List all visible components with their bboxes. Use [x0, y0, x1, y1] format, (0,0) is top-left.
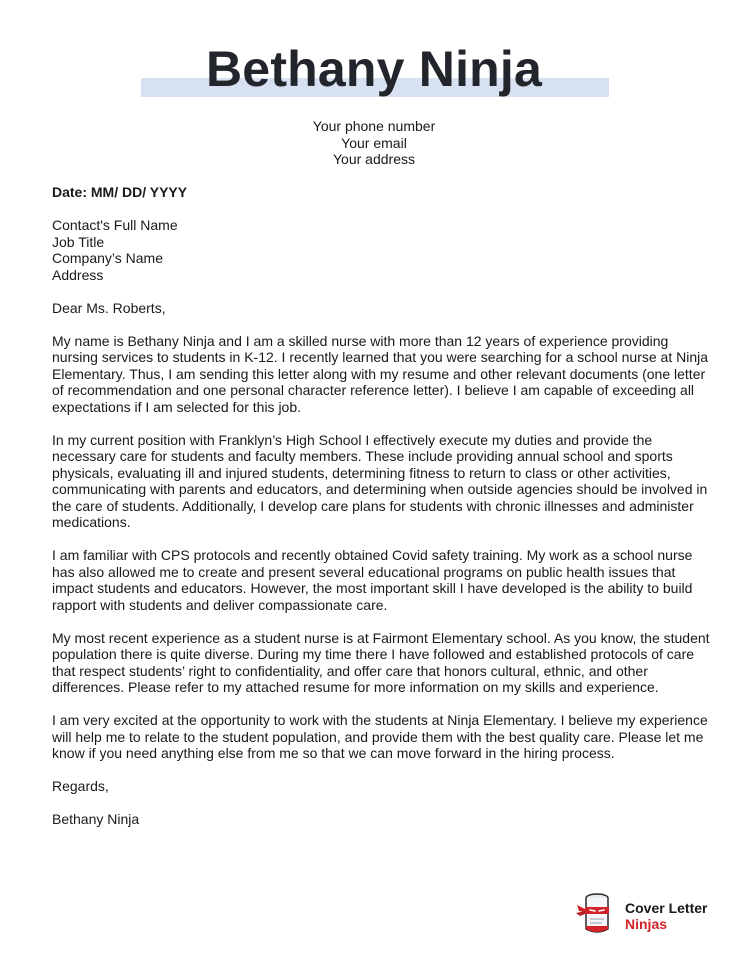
address-line: Your address [333, 151, 415, 167]
applicant-name: Bethany Ninja [206, 41, 542, 97]
salutation: Dear Ms. Roberts, [52, 299, 166, 316]
logo-wordmark [625, 900, 707, 932]
recipient-address: Address [52, 266, 104, 283]
recipient-job-title: Job Title [52, 233, 105, 250]
closing: Regards, [52, 778, 109, 794]
paragraph-current-position: In my current position with Franklyn’s High School I effectively execute my duties and provide the necessary care for students and faculty members. These include providing annual school and sports physicals, evaluating ill and injured students, determining fitness to return to class or other activities, communicating with parents and educators, and determining when outside agencies should be involved in the care of students. Additionally, I develop care plans for students with chronic illnesses and administer medications. [52, 431, 708, 530]
phone-line: Your phone number [312, 118, 436, 134]
logo-line-cover-letter: Cover Letter [625, 900, 708, 916]
letter-body [52, 184, 712, 844]
paragraph-intro: My name is Bethany Ninja and I am a skilled nurse with more than 12 years of experience providing nursing services to students in K-12. I recently learned that you were searching for a school nurse at Ninja Elementary. Thus, I am sending this letter along with my resume and other relevant documents (one letter of recommendation and one personal character reference letter). I believe I am capable of exceeding all expectations if I am selected for this job. [52, 332, 709, 415]
email-line: Your email [341, 134, 407, 151]
signature: Bethany Ninja [52, 811, 140, 827]
paragraph-closing: I am very excited at the opportunity to work with the students at Ninja Elementary. I believe my experience will help me to relate to the student population, and provide them with the best quality care. Please let me know if you need anything else from me so that we can move forward in the hiring process. [52, 712, 708, 761]
paragraph-skills: I am familiar with CPS protocols and recently obtained Covid safety training. My work as a school nurse has also allowed me to create and present several educational programs on public health issues that impact students and educators. However, the most important skill I have developed is the ability to build rapport with students and deliver compassionate care. [52, 547, 693, 613]
cover-letter-ninjas-logo [574, 891, 724, 939]
recipient-full-name: Contact's Full Name [52, 217, 178, 233]
name-header [0, 40, 748, 100]
paragraph-experience: My most recent experience as a student nurse is at Fairmont Elementary school. As you know, the student population there is quite diverse. During my time there I have followed and established protocols of care that respect students’ right to confidentiality, and offer care that honors cultural, ethnic, and other differences. Please refer to my attached resume for more information on my skills and experience. [52, 629, 710, 695]
recipient-company: Company’s Name [52, 250, 164, 266]
letter-date: Date: MM/ DD/ YYYY [52, 184, 188, 200]
logo-line-ninjas: Ninjas [625, 916, 668, 932]
ninja-mascot-icon [574, 891, 620, 937]
contact-block [0, 118, 748, 168]
recipient-block [52, 217, 712, 283]
